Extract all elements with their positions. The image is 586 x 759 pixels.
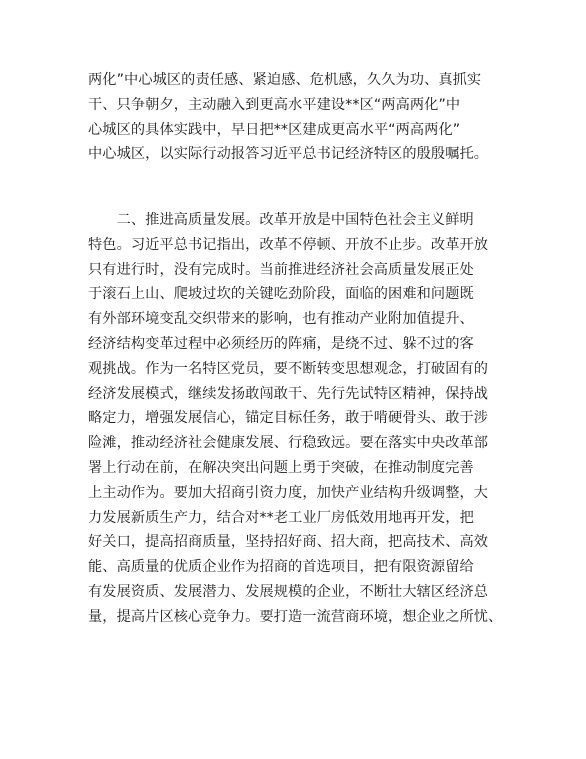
text-line: 两化”中心城区的责任感、紧迫感、危机感，久久为功、真抓实 [88, 72, 482, 88]
text-line: 干、只争朝夕，主动融入到更高水平建设**区“两高两化”中 [88, 96, 461, 113]
paragraph-high-quality-development [88, 208, 508, 630]
text-line: 力发展新质生产力，结合对**老工业厂房低效用地再开发，把 [88, 509, 474, 526]
text-line: 心城区的具体实践中，早日把**区建成更高水平“两高两化” [88, 121, 461, 138]
text-line: 能、高质量的优质企业作为招商的首选项目，把有限资源留给 [88, 559, 474, 576]
text-line: 略定力，增强发展信心，锚定目标任务，敢于啃硬骨头、敢于涉 [88, 410, 489, 427]
text-line: 二、推进高质量发展。改革开放是中国特色社会主义鲜明 [88, 212, 474, 228]
text-line: 只有进行时，没有完成时。当前推进经济社会高质量发展正处 [88, 261, 474, 278]
paragraph-continuation [88, 68, 508, 167]
text-line: 好关口，提高招商质量，坚持招好商、招大商，把高技术、高效 [88, 534, 489, 551]
text-line: 上主动作为。要加大招商引资力度，加快产业结构升级调整，大 [88, 484, 489, 501]
text-line: 特色。习近平总书记指出，改革不停顿、开放不止步。改革开放 [88, 236, 489, 253]
text-line: 署上行动在前，在解决突出问题上勇于突破，在推动制度完善 [88, 459, 474, 476]
text-line: 有外部环境变乱交织带来的影响，也有推动产业附加值提升、 [88, 311, 474, 328]
text-line: 中心城区，以实际行动报答习近平总书记经济特区的殷殷嘱托。 [88, 146, 489, 163]
text-line: 险滩，推动经济社会健康发展、行稳致远。要在落实中央改革部 [88, 435, 489, 452]
text-line: 经济发展模式，继续发扬敢闯敢干、先行先试特区精神，保持战 [88, 385, 489, 402]
text-line: 量，提高片区核心竞争力。要打造一流营商环境，想企业之所忧、 [88, 608, 503, 625]
text-line: 于滚石上山、爬坡过坎的关键吃劲阶段，面临的困难和问题既 [88, 286, 474, 303]
text-line: 经济结构变革过程中必须经历的阵痛，是绕不过、躲不过的客 [88, 335, 474, 352]
text-line: 观挑战。作为一名特区党员，要不断转变思想观念，打破固有的 [88, 360, 489, 377]
text-line: 有发展资质、发展潜力、发展规模的企业，不断壮大辖区经济总 [88, 583, 489, 600]
